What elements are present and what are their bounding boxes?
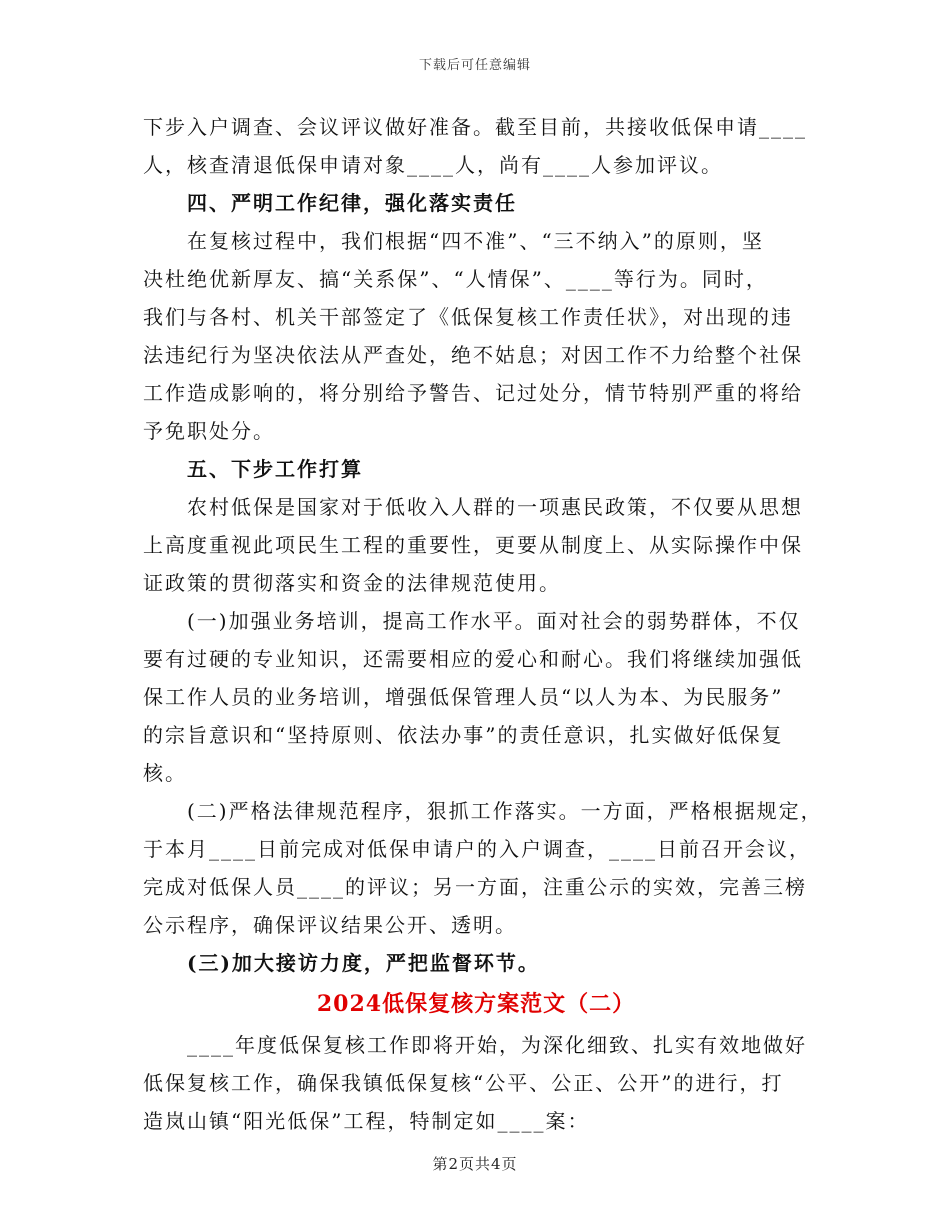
subsection-heading-3: (三)加大接访力度，严把监督环节。 <box>187 951 540 975</box>
paragraph-line: 上高度重视此项民生工程的重要性，更要从制度上、从实际操作中保 <box>143 533 803 557</box>
paragraph-line: 低保复核工作，确保我镇低保复核“公平、公正、公开”的进行，打 <box>143 1071 784 1095</box>
document-title-part-2: 2024低保复核方案范文（二） <box>316 991 636 1017</box>
section-heading-4: 四、严明工作纪律，强化落实责任 <box>187 191 517 215</box>
paragraph-line: 我们与各村、机关干部签定了《低保复核工作责任状》，对出现的违 <box>143 305 793 329</box>
paragraph-line: (一)加强业务培训，提高工作水平。面对社会的弱势群体，不仅 <box>187 609 801 633</box>
paragraph-line: 决杜绝优新厚友、搞“关系保”、“人情保”、____等行为。同时， <box>143 267 768 291</box>
paragraph-line: 人，核查清退低保申请对象____人，尚有____人参加评议。 <box>143 153 723 177</box>
paragraph-line: 证政策的贯彻落实和资金的法律规范使用。 <box>143 571 561 595</box>
document-body <box>143 108 823 1140</box>
paragraph-line: (二)严格法律规范程序，狠抓工作落实。一方面，严格根据规定， <box>187 799 823 823</box>
paragraph-line: 公示程序，确保评议结果公开、透明。 <box>143 913 517 937</box>
paragraph-line: 于本月____日前完成对低保申请户的入户调查，____日前召开会议， <box>143 837 811 861</box>
section-heading-5: 五、下步工作打算 <box>187 457 363 481</box>
paragraph-line: 要有过硬的专业知识，还需要相应的爱心和耐心。我们将继续加强低 <box>143 647 803 671</box>
paragraph-line: ____年度低保复核工作即将开始，为深化细致、扎实有效地做好 <box>187 1033 807 1057</box>
paragraph-line: 的宗旨意识和“坚持原则、依法办事”的责任意识，扎实做好低保复 <box>143 723 784 747</box>
paragraph-line: 核。 <box>143 761 187 785</box>
page-header-note: 下载后可任意编辑 <box>418 58 531 73</box>
paragraph-line: 保工作人员的业务培训，增强低保管理人员“以人为本、为民服务” <box>143 685 784 709</box>
paragraph-line: 下步入户调查、会议评议做好准备。截至目前，共接收低保申请____ <box>143 115 807 139</box>
page-number-footer: 第2页共4页 <box>432 1155 518 1173</box>
paragraph-line: 造岚山镇“阳光低保”工程，特制定如____案： <box>143 1109 590 1133</box>
paragraph-line: 工作造成影响的，将分别给予警告、记过处分，情节特别严重的将给 <box>143 381 803 405</box>
paragraph-line: 完成对低保人员____的评议；另一方面，注重公示的实效，完善三榜 <box>143 875 807 899</box>
paragraph-line: 农村低保是国家对于低收入人群的一项惠民政策，不仅要从思想 <box>187 495 803 519</box>
paragraph-line: 法违纪行为坚决依法从严查处，绝不姑息；对因工作不力给整个社保 <box>143 343 803 367</box>
paragraph-line: 在复核过程中，我们根据“四不准”、“三不纳入”的原则，坚 <box>187 229 764 253</box>
paragraph-line: 予免职处分。 <box>143 419 275 443</box>
